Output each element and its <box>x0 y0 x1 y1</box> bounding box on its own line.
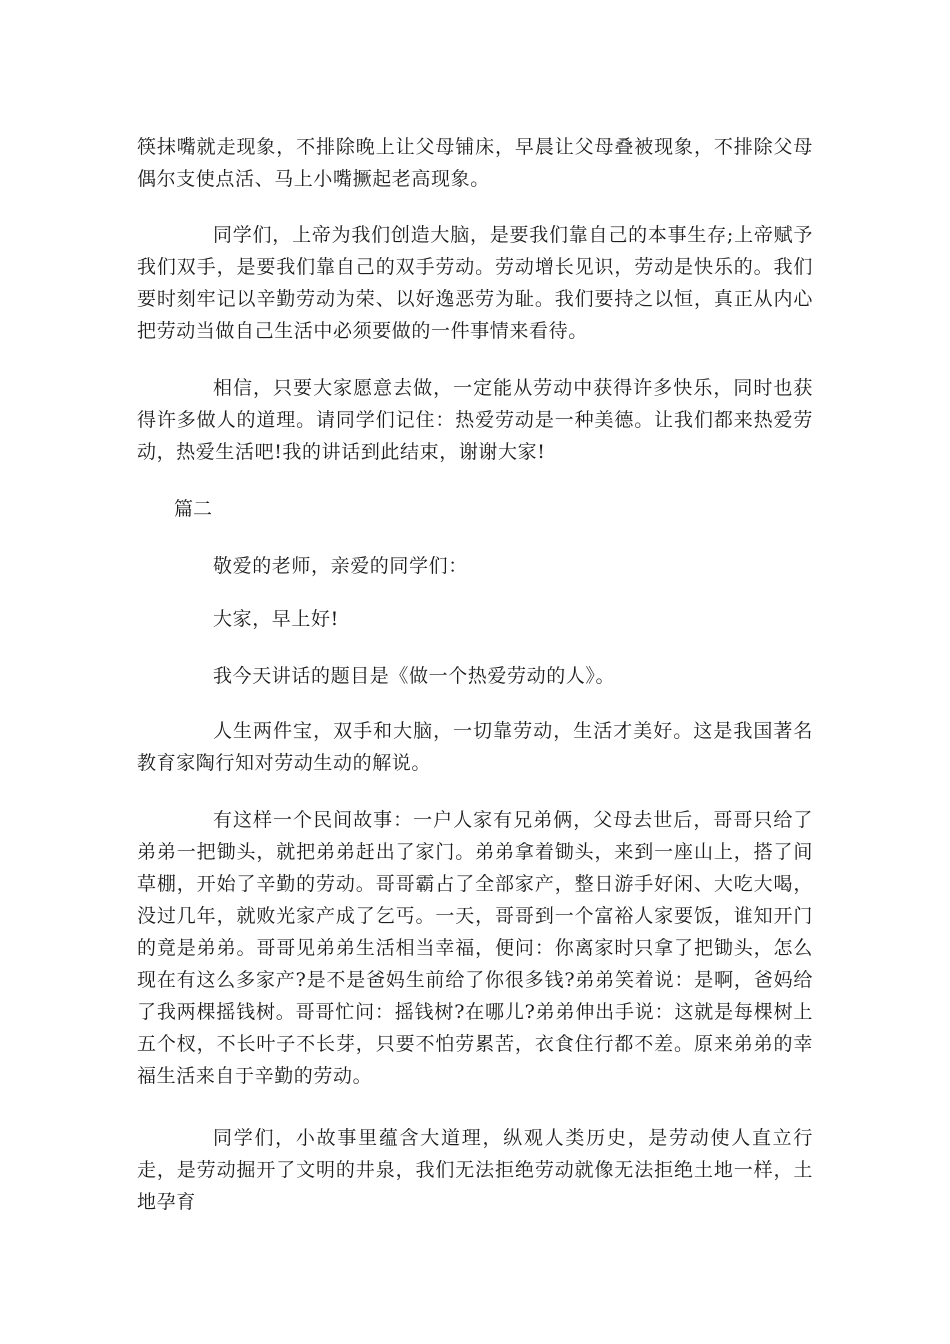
paragraph-topic: 我今天讲话的题目是《做一个热爱劳动的人》。 <box>213 665 616 687</box>
paragraph-two-treasures: 人生两件宝，双手和大脑，一切靠劳动，生活才美好。这是我国著名教育家陶行知对劳动生动的解说。 <box>137 720 813 774</box>
paragraph-greeting: 大家，早上好! <box>213 608 339 630</box>
paragraph-folk-story: 有这样一个民间故事：一户人家有兄弟俩，父母去世后，哥哥只给了弟弟一把锄头，就把弟弟赶出了家门。弟弟拿着锄头，来到一座山上，搭了间草棚，开始了辛勤的劳动。哥哥霸占了全部家产，整日游手好闲、大吃大喝，没过几年，就败光家产成了乞丐。一天，哥哥到一个富裕人家要饭，谁知开门的竟是弟弟。哥哥见弟弟生活相当幸福，便问：你离家时只拿了把锄头，怎么现在有这么多家产?是不是爸妈生前给了你很多钱?弟弟笑着说：是啊，爸妈给了我两棵摇钱树。哥哥忙问：摇钱树?在哪儿?弟弟伸出手说：这就是每棵树上五个杈，不长叶子不长芽，只要不怕劳累苦，衣食住行都不差。原来弟弟的幸福生活来自于辛勤的劳动。 <box>137 809 813 1087</box>
paragraph-lesson: 同学们，小故事里蕴含大道理，纵观人类历史，是劳动使人直立行走，是劳动掘开了文明的井泉，我们无法拒绝劳动就像无法拒绝土地一样，土地孕育 <box>137 1127 813 1213</box>
paragraph-closing: 相信，只要大家愿意去做，一定能从劳动中获得许多快乐，同时也获得许多做人的道理。请同学们记住：热爱劳动是一种美德。让我们都来热爱劳动，热爱生活吧!我的讲话到此结束，谢谢大家! <box>137 377 813 463</box>
paragraph-brain-and-hands: 同学们，上帝为我们创造大脑，是要我们靠自己的本事生存;上帝赋予我们双手，是要我们靠自己的双手劳动。劳动增长见识，劳动是快乐的。我们要时刻牢记以辛勤劳动为荣、以好逸恶劳为耻。我们要持之以恒，真正从内心把劳动当做自己生活中必须要做的一件事情来看待。 <box>137 224 813 342</box>
paragraph-continuation: 筷抹嘴就走现象，不排除晚上让父母铺床，早晨让父母叠被现象，不排除父母偶尔支使点活、马上小嘴撅起老高现象。 <box>137 136 813 190</box>
paragraph-salutation: 敬爱的老师，亲爱的同学们： <box>213 555 468 577</box>
section-heading: 篇二 <box>174 498 213 520</box>
